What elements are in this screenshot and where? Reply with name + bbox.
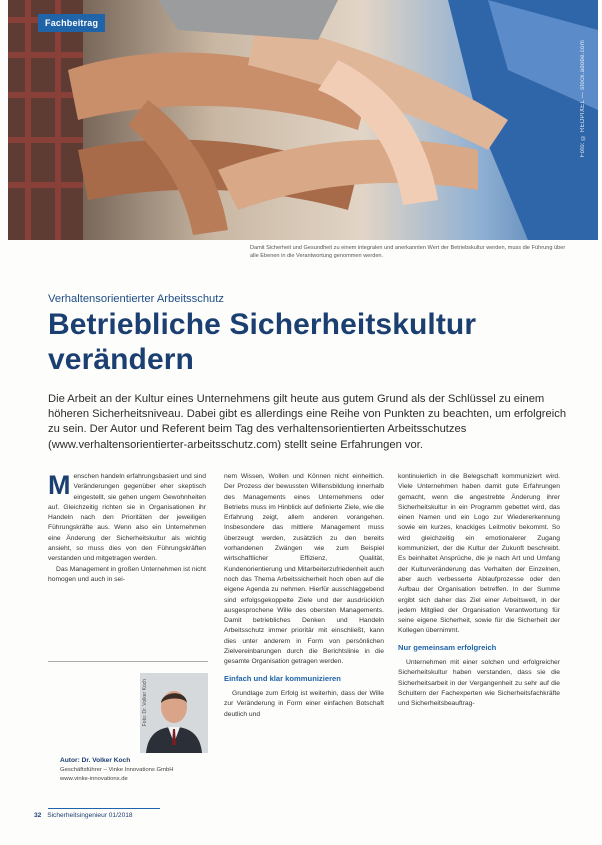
article-lead: Die Arbeit an der Kultur eines Unternehmens gilt heute aus gutem Grund als der Schlüssel zu einem höheren Sicherheitsniveau. Dabei gibt es allerdings eine Reihe von Punkten zu beachten, um erfolgreich zu sein. Der Autor und Referent beim Tag des verhaltensorientierten Arbeitsschutzes (www.verhaltensorientierter-arbeitsschutz.com) stellt seine Erfahrungen vor. (48, 393, 567, 451)
paragraph: Unternehmen mit einer solchen und erfolgreicher Sicherheitskultur haben verstanden, dass sie die Sicherheitsarbeit in der Vergangenheit zu sehr auf die Schultern der Fachexperten wie Sicherheitsfachkräfte und Sicherheitsbeauftrag- (398, 659, 560, 708)
linked-arms-illustration (8, 0, 598, 240)
subheading: Nur gemeinsam erfolgreich (398, 642, 497, 652)
paragraph-text: enschen handeln erfahrungsbasiert und sind Veränderungen gegenüber eher skeptisch eingestellt, sie gehen ungern Gewohnheiten auf. Gleichzeitig richten sie in Organisationen ihr Handeln nach den Prioritäten der jeweiligen Führungskräfte aus. Wenn also ein Unternehmen eine Änderung der Sicherheitskultur als wichtig ansieht, so muss dies von den Führungskräften verstanden und mitgetragen werden. (48, 473, 206, 563)
author-photo-credit: Foto: Dr. Volker Koch (142, 679, 148, 727)
paragraph: nem Wissen, Wollen und Können nicht einheitlich. Der Prozess der bewussten Willensbildung innerhalb des Managements eines Unternehmens oder Betriebs muss im Hinblick auf definierte Ziele, wie die Erfahrung zeigt, allem anderen vorangehen. Insbesondere das mittlere Management muss überzeugt werden, zusätzlich zu den bereits vorhandenen Zwängen wie zum Beispiel wirtschaftlicher Effizienz, Qualität, Kundenorientierung und Mitarbeiterzufriedenheit auch noch das Thema Arbeitssicherheit hoch oben auf die eigene Agenda zu nehmen. Hierfür ausschlaggebend sind erfolgsgekoppelte Ziele und der ausdrücklich ausgesprochene Wille des obersten Managements. Damit betriebliches Denken und Handeln Arbeitsschutz immer prioritär mit einschließt, kann dies unter anderem in Form von persönlichen Zielvereinbarungen durch die Berichtslinie in die gesamte Organisation getragen werden. (224, 473, 384, 666)
text-column-3 (398, 472, 560, 710)
footer-divider (48, 808, 160, 809)
page-footer (34, 812, 133, 819)
author-portrait (140, 673, 208, 753)
paragraph: Grundlage zum Erfolg ist weiterhin, dass der Wille zur Veränderung in Form einer einfachen Botschaft deutlich und (224, 689, 384, 718)
paragraph (48, 472, 206, 565)
paragraph: kontinuierlich in die Belegschaft kommuniziert wird. Viele Unternehmen haben damit gute Erfahrungen gemacht, wenn die angestrebte Änderung ihrer Sicherheitskultur in ein Programm gebettet wird, das einen Namen und ein Logo zur Wiedererkennung sowie ein kurzes, knackiges Leitmotiv bekommt. So wird gleichzeitig ein emotionalerer Zugang kommuniziert, der die Kultur der Zukunft beschreibt. Es beinhaltet Ansprüche, die je nach Art und Umfang der Kulturveränderung das Verhalten der Einzelnen, aber auch verbesserte Ablaufprozesse oder den Aufbau der Organisation betreffen. In der Summe ergibt sich daher das Ziel einer Arbeitswelt, in der jedem Mitglied der Organisation Verantwortung für seine eigene Sicherheit, sowie für die Sicherheit der Kollegen übernimmt. (398, 473, 560, 635)
author-affiliation (60, 766, 210, 783)
dropcap: M (48, 470, 71, 500)
title-line-2: verändern (48, 343, 194, 376)
page-number: 32 (34, 812, 42, 819)
article-title (48, 307, 568, 377)
hero-photo (8, 0, 598, 240)
article-kicker: Verhaltensorientierter Arbeitsschutz (48, 293, 224, 305)
paragraph: Das Management in großen Unternehmen ist nicht homogen und auch in sei- (48, 565, 206, 583)
photo-caption: Damit Sicherheit und Gesundheit zu einem integralen und anerkannten Wert der Betriebskultur werden, muss die Führung über alle Ebenen in die Verantwortung genommen werden. (250, 245, 566, 259)
text-column-1 (48, 472, 206, 585)
publication-name: Sicherheitsingenieur 01/2018 (47, 812, 133, 819)
author-web: www.vinke-innovations.de (60, 775, 128, 782)
subheading: Einfach und klar kommunizieren (224, 673, 341, 683)
author-photo (140, 673, 208, 753)
section-tag: Fachbeitrag (38, 14, 105, 32)
author-divider (48, 661, 208, 662)
author-name: Autor: Dr. Volker Koch (60, 757, 131, 764)
title-line-1: Betriebliche Sicherheitskultur (48, 308, 477, 341)
photo-credit: Foto: © REDPIXEL — stock.adobe.com (580, 40, 586, 158)
author-role: Geschäftsführer – Vinke Innovations GmbH (60, 767, 174, 773)
text-column-2 (224, 472, 384, 720)
